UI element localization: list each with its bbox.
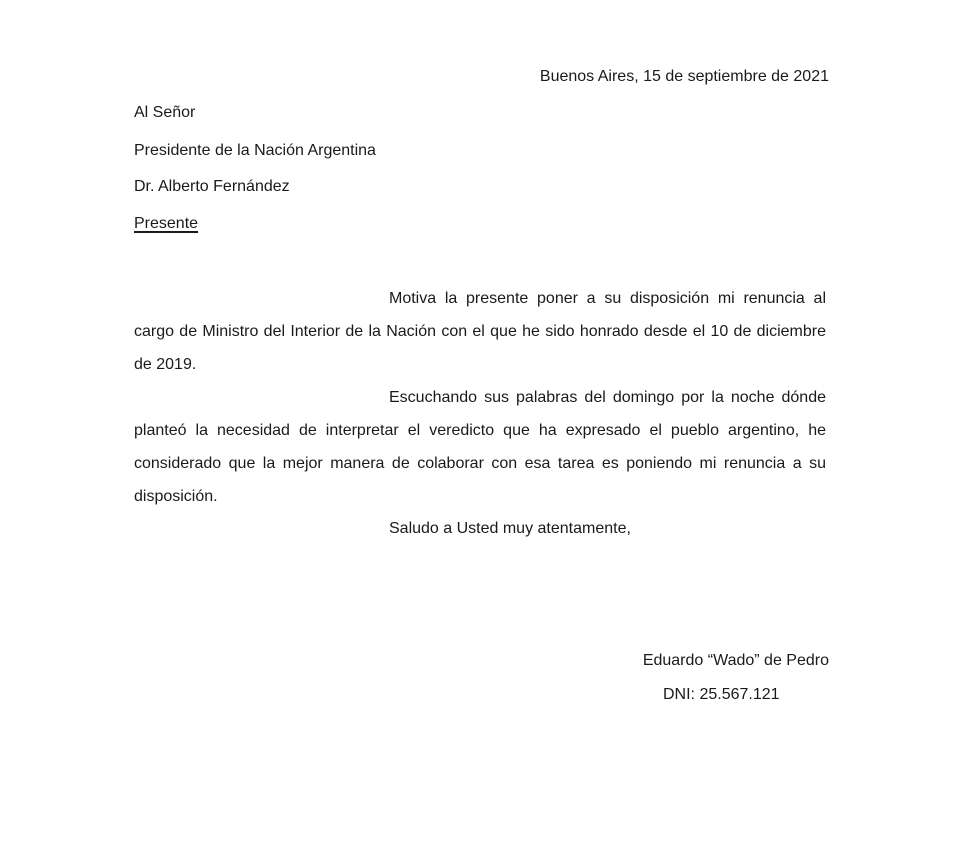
recipient-title: Presidente de la Nación Argentina xyxy=(134,142,376,159)
recipient-salutation: Al Señor xyxy=(134,104,196,121)
signature-dni: DNI: 25.567.121 xyxy=(663,686,780,703)
date-line: Buenos Aires, 15 de septiembre de 2021 xyxy=(539,68,829,85)
body-paragraph-1: Motiva la presente poner a su disposición mi renuncia al cargo de Ministro del Interior de la Nación con el que he sido honrado desde el 10 de diciembre de 2019. xyxy=(134,290,826,373)
closing-line: Saludo a Usted muy atentamente, xyxy=(389,520,631,537)
body-paragraph-2: Escuchando sus palabras del domingo por la noche dónde planteó la necesidad de interpretar el veredicto que ha expresado el pueblo argentino, he considerado que la mejor manera de colaborar con esa tarea es poniendo mi renuncia a su disposición. xyxy=(134,389,826,505)
recipient-name: Dr. Alberto Fernández xyxy=(134,178,290,195)
signature-name: Eduardo “Wado” de Pedro xyxy=(642,652,829,669)
presente-label: Presente xyxy=(134,215,199,232)
